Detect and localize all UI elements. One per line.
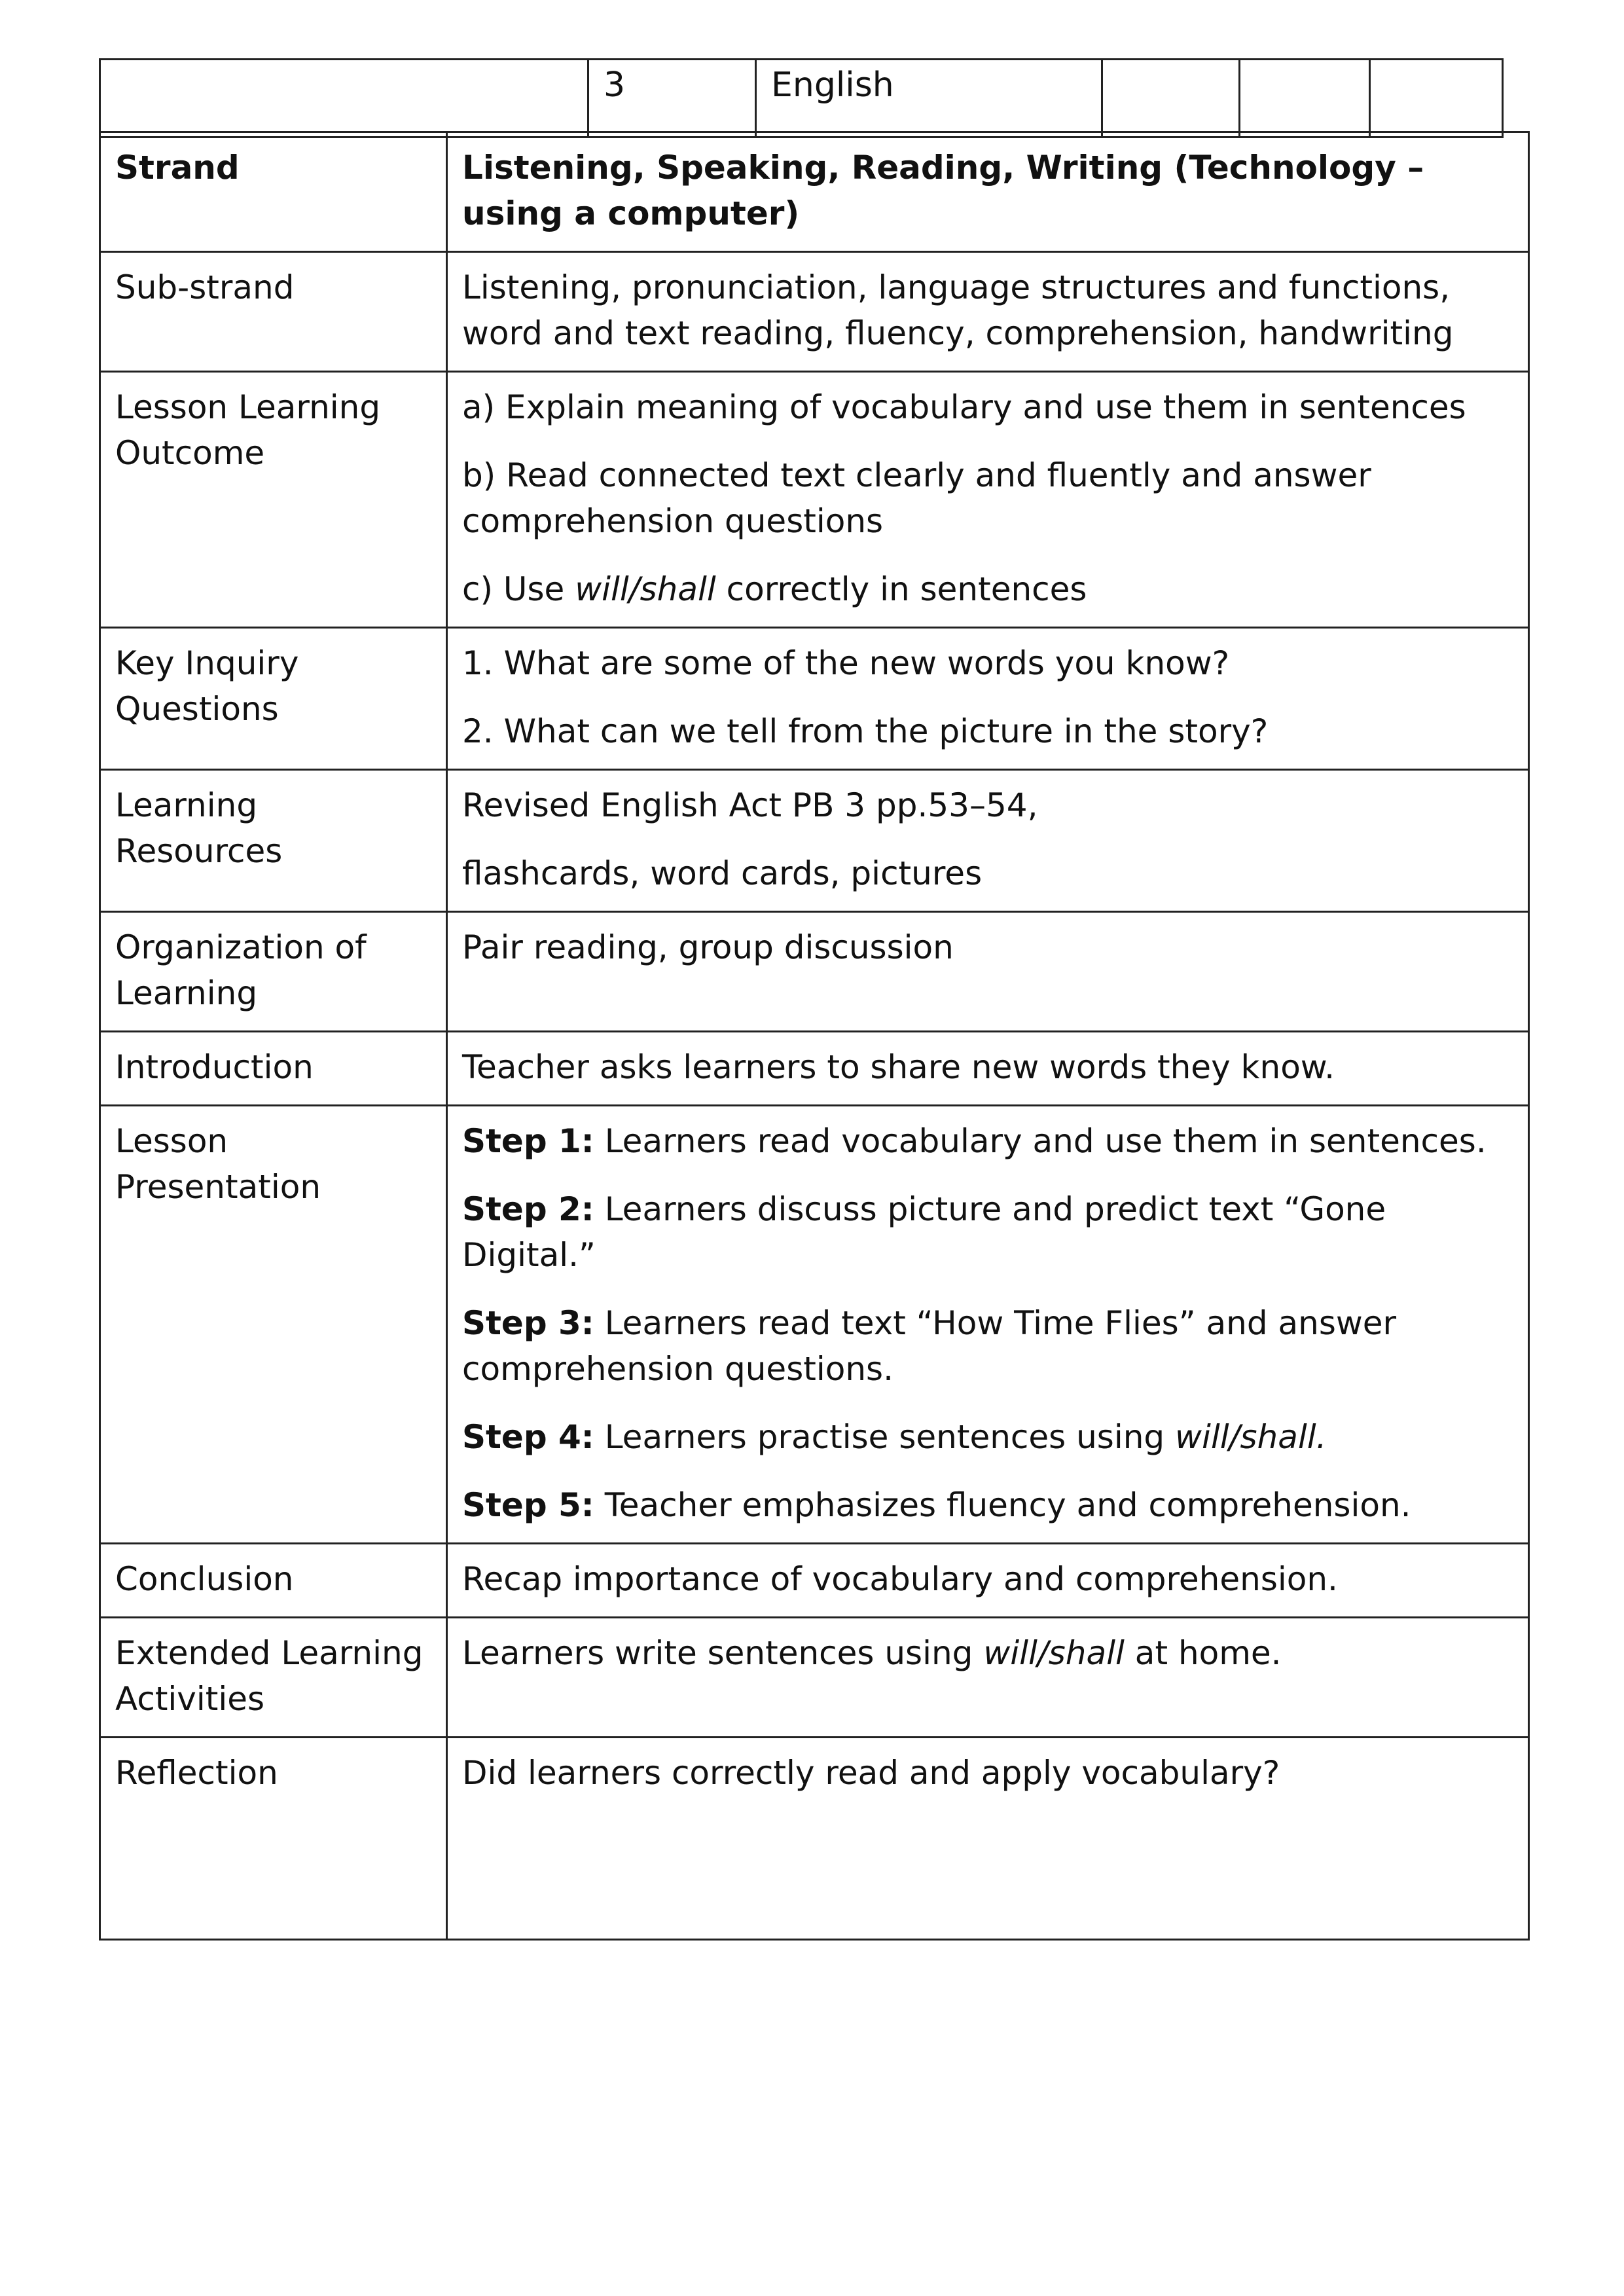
- strand-value: Listening, Speaking, Reading, Writing (Technology – using a computer): [447, 132, 1529, 252]
- extended-suffix: at home.: [1124, 1634, 1282, 1672]
- step-1-label: Step 1:: [462, 1122, 594, 1160]
- resources-line-2: flashcards, word cards, pictures: [462, 854, 983, 892]
- learning-resources-label: Learning Resources: [100, 770, 447, 912]
- outcome-b: b) Read connected text clearly and fluently and answer comprehension questions: [462, 456, 1371, 540]
- step-4-text: Learners practise sentences using: [594, 1418, 1176, 1456]
- step-5-text: Teacher emphasizes fluency and comprehension.: [594, 1486, 1411, 1524]
- row-learning-resources: [100, 770, 1529, 912]
- sub-strand-label: Sub-strand: [100, 252, 447, 372]
- header-cell-grade: 3: [588, 60, 756, 137]
- key-inquiry-q2: 2. What can we tell from the picture in the story?: [462, 712, 1269, 750]
- step-1-text: Learners read vocabulary and use them in sentences.: [594, 1122, 1487, 1160]
- outcome-a: a) Explain meaning of vocabulary and use them in sentences: [462, 388, 1466, 426]
- organization-value: Pair reading, group discussion: [447, 912, 1529, 1032]
- row-key-inquiry: [100, 628, 1529, 770]
- key-inquiry-q1: 1. What are some of the new words you know?: [462, 644, 1230, 682]
- step-5-label: Step 5:: [462, 1486, 594, 1524]
- lesson-presentation-label: Lesson Presentation: [100, 1106, 447, 1544]
- outcome-c-italic: will/shall: [575, 570, 716, 608]
- row-reflection: [100, 1738, 1529, 1940]
- step-3: [462, 1300, 1513, 1392]
- row-strand: [100, 132, 1529, 252]
- reflection-label: Reflection: [100, 1738, 447, 1940]
- extended-prefix: Learners write sentences using: [462, 1634, 984, 1672]
- outcome-c-prefix: c) Use: [462, 570, 575, 608]
- step-2-text: Learners discuss picture and predict text “Gone Digital.”: [462, 1190, 1386, 1274]
- sub-strand-value: Listening, pronunciation, language structures and functions, word and text reading, fluency, comprehension, handwriting: [447, 252, 1529, 372]
- step-2-label: Step 2:: [462, 1190, 594, 1228]
- header-cell-empty-2: [1240, 60, 1370, 137]
- step-3-label: Step 3:: [462, 1304, 594, 1342]
- step-4-italic: will/shall.: [1175, 1418, 1327, 1456]
- step-2: [462, 1186, 1513, 1278]
- row-organization: [100, 912, 1529, 1032]
- introduction-value: Teacher asks learners to share new words they know.: [447, 1032, 1529, 1106]
- strand-label: Strand: [100, 132, 447, 252]
- header-row: [100, 60, 1503, 137]
- learning-outcome-value: [447, 372, 1529, 628]
- row-learning-outcome: [100, 372, 1529, 628]
- step-3-text: Learners read text “How Time Flies” and answer comprehension questions.: [462, 1304, 1397, 1388]
- header-cell-empty-3: [1370, 60, 1503, 137]
- outcome-c: [462, 566, 1513, 612]
- lesson-plan-table: [99, 131, 1530, 1941]
- extended-learning-value: [447, 1618, 1529, 1738]
- introduction-label: Introduction: [100, 1032, 447, 1106]
- learning-outcome-label: Lesson Learning Outcome: [100, 372, 447, 628]
- extended-learning-label: Extended Learning Activities: [100, 1618, 447, 1738]
- row-extended-learning: [100, 1618, 1529, 1738]
- row-lesson-presentation: [100, 1106, 1529, 1544]
- resources-line-1: Revised English Act PB 3 pp.53–54,: [462, 786, 1038, 824]
- key-inquiry-label: Key Inquiry Questions: [100, 628, 447, 770]
- header-cell-subject: English: [756, 60, 1102, 137]
- row-introduction: [100, 1032, 1529, 1106]
- header-cell-blank: [100, 60, 588, 137]
- step-4-label: Step 4:: [462, 1418, 594, 1456]
- step-1: [462, 1118, 1513, 1164]
- lesson-presentation-value: [447, 1106, 1529, 1544]
- extended-italic: will/shall: [983, 1634, 1125, 1672]
- outcome-c-suffix: correctly in sentences: [715, 570, 1087, 608]
- conclusion-label: Conclusion: [100, 1544, 447, 1618]
- key-inquiry-value: [447, 628, 1529, 770]
- reflection-value: Did learners correctly read and apply vocabulary?: [447, 1738, 1529, 1940]
- organization-label: Organization of Learning: [100, 912, 447, 1032]
- step-5: [462, 1482, 1513, 1528]
- step-4: [462, 1414, 1513, 1460]
- row-conclusion: [100, 1544, 1529, 1618]
- learning-resources-value: [447, 770, 1529, 912]
- conclusion-value: Recap importance of vocabulary and comprehension.: [447, 1544, 1529, 1618]
- header-table: [99, 58, 1504, 138]
- header-cell-empty-1: [1102, 60, 1240, 137]
- row-sub-strand: [100, 252, 1529, 372]
